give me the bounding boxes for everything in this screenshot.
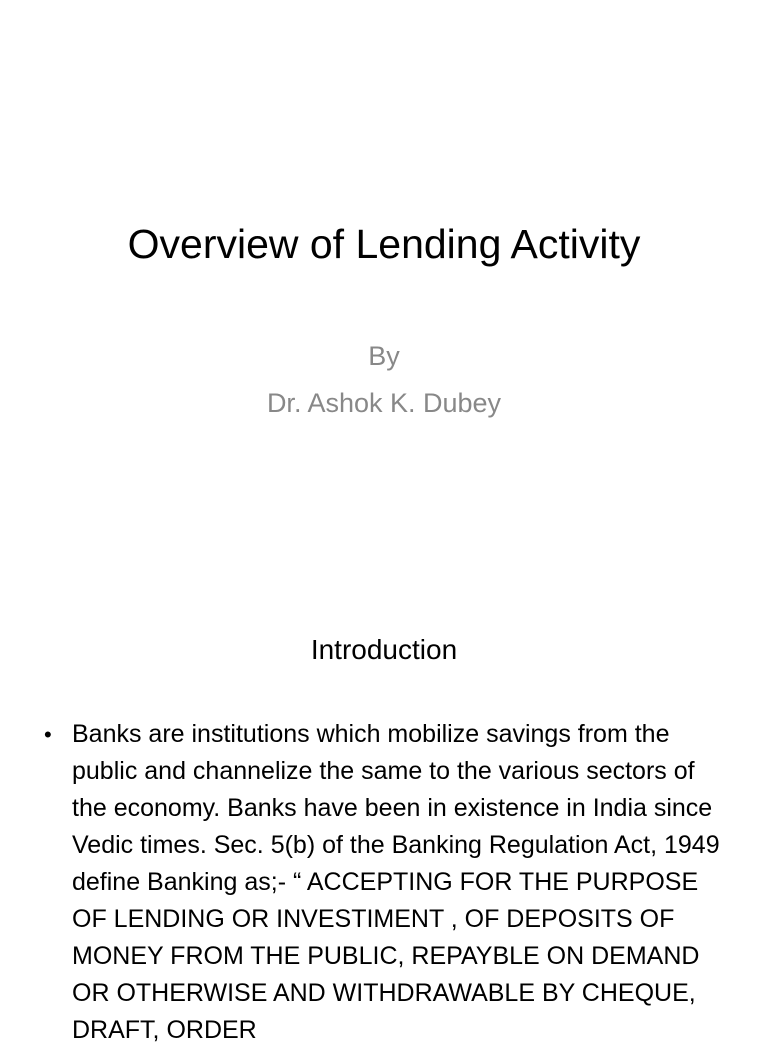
slide-title: Overview of Lending Activity [127, 221, 641, 267]
introduction-slide [0, 576, 768, 1044]
section-heading: Introduction [310, 634, 458, 665]
bullet-list [44, 716, 724, 1049]
bullet-dot-icon: • [44, 722, 52, 747]
slide-subtitle [0, 333, 768, 427]
bullet-text: Banks are institutions which mobilize savings from the public and channelize the same to the various sectors of the economy. Banks have been in existence in India since Vedic times. Sec. 5(b) of the Banking Regulation Act, 1949 define Banking as;- “ ACCEPTING FOR THE PURPOSE OF LENDING OR INVESTIMENT , OF DEPOSITS OF MONEY FROM THE PUBLIC, REPAYBLE ON DEMAND OR OTHERWISE AND WITHDRAWABLE BY CHEQUE, DRAFT, ORDER [72, 720, 720, 1044]
bullet-item [44, 716, 724, 1049]
subtitle-by-line: By [368, 341, 400, 371]
subtitle-author-line: Dr. Ashok K. Dubey [266, 388, 502, 418]
